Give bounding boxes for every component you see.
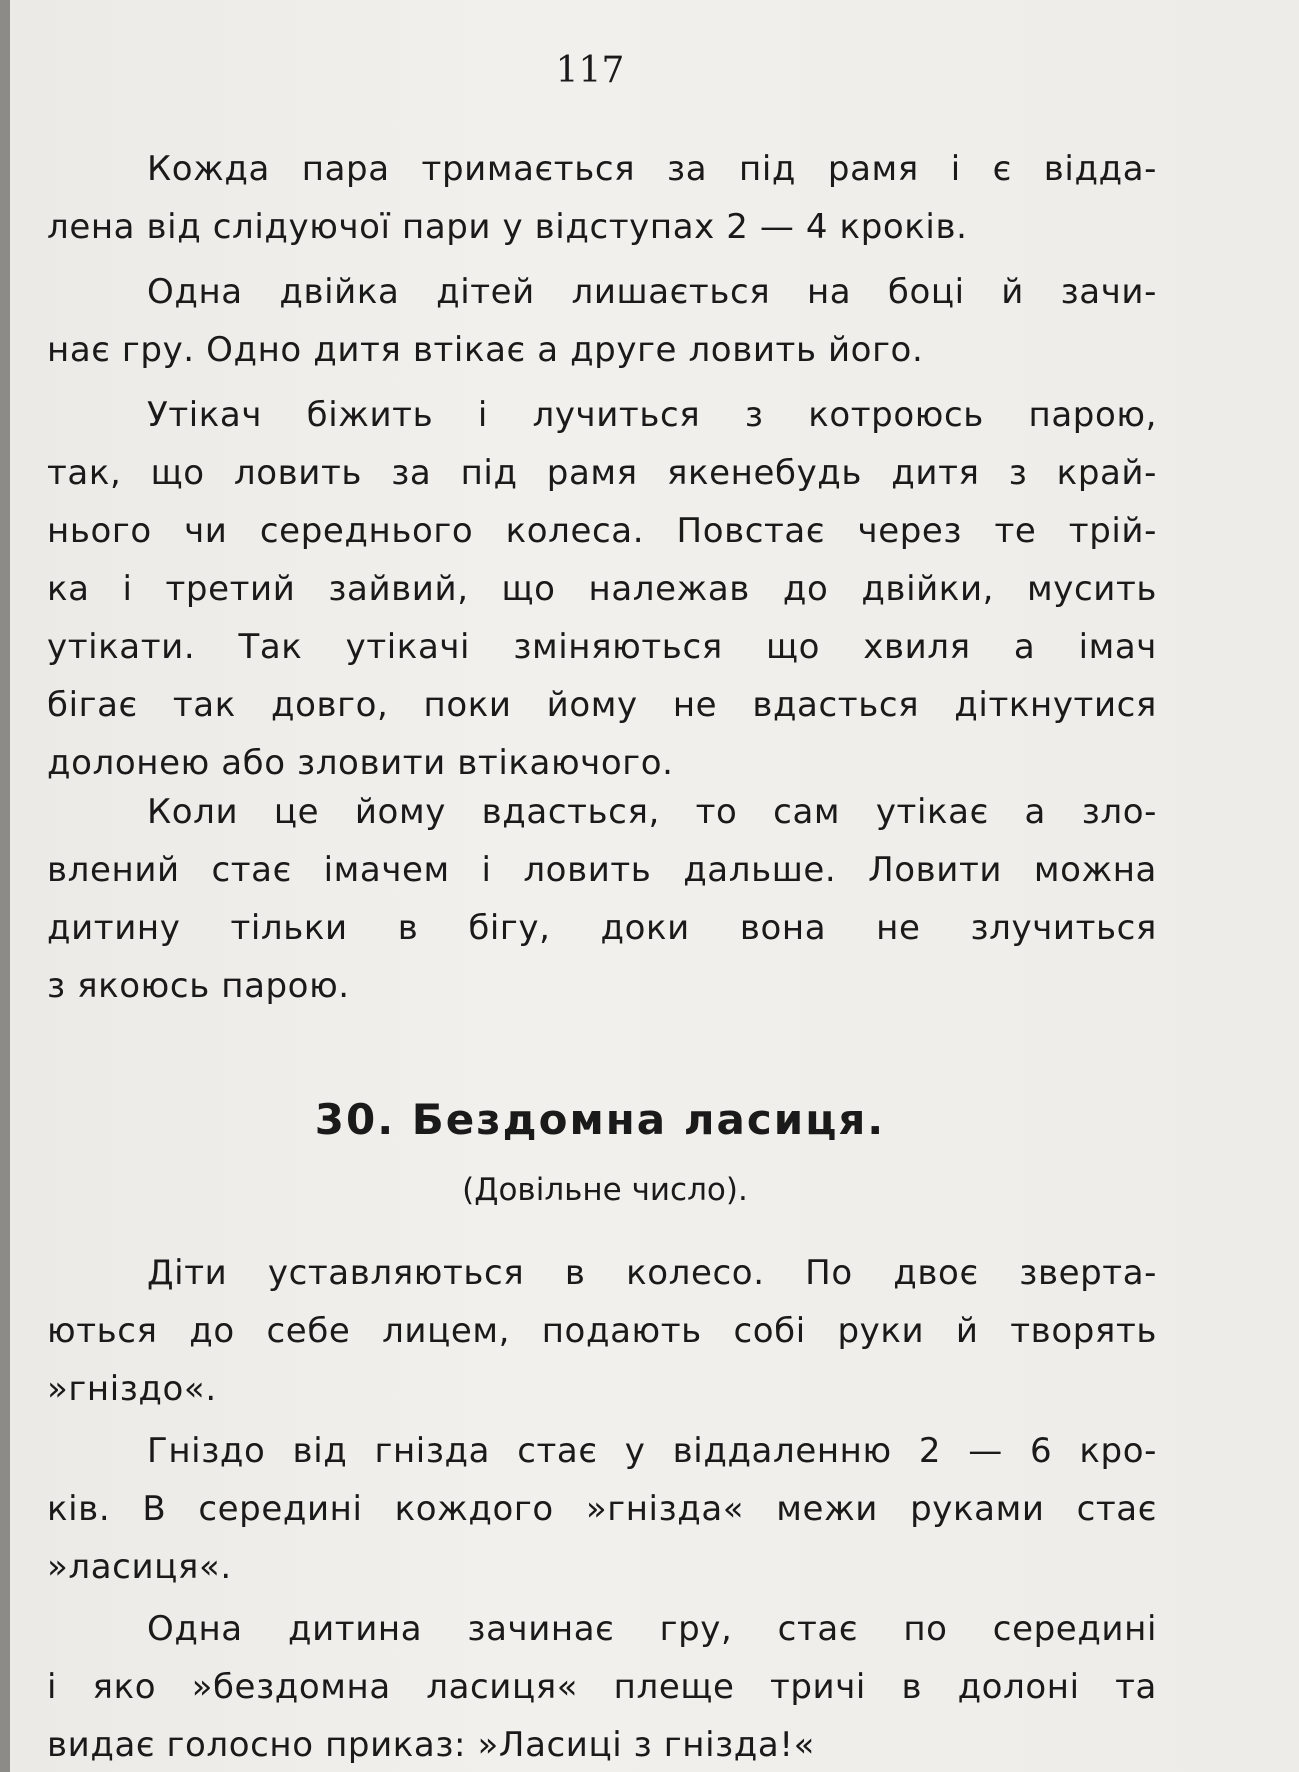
text-line: »гніздо«.: [47, 1369, 217, 1409]
text-line: Коли це йому вдасться, то сам утікає а зло-: [147, 792, 1157, 832]
text-line: Кожда пара тримається за під рамя і є відда-: [147, 149, 1157, 189]
text-line: утікати. Так утікачі зміняються що хвиля а імач: [47, 627, 1157, 667]
text-line: ків. В середині кождого »гнізда« межи руками стає: [47, 1489, 1157, 1529]
text-line: ються до себе лицем, подають собі руки й творять: [47, 1311, 1157, 1351]
text-line: нього чи середнього колеса. Повстає через те трій-: [47, 511, 1157, 551]
paragraph-5: [47, 1244, 1157, 1418]
text-line: з якоюсь парою.: [47, 966, 350, 1006]
text-line: Одна дитина зачинає гру, стає по середині: [147, 1609, 1157, 1649]
game-title: 30. Бездомна ласиця.: [314, 1095, 886, 1144]
text-line: Утікач біжить і лучиться з котроюсь парою,: [147, 395, 1157, 435]
text-line: ка і третий зайвий, що належав до двійки, мусить: [47, 569, 1157, 609]
paragraph-4: [47, 783, 1157, 1015]
text-line: нає гру. Одно дитя втікає а друге ловить його.: [47, 330, 924, 370]
page-number: 117: [555, 50, 625, 91]
text-line: бігає так довго, поки йому не вдасться діткнутися: [47, 685, 1157, 725]
text-line: лена від слідуючої пари у відступах 2 — 4 кроків.: [47, 207, 968, 247]
text-line: Одна двійка дітей лишається на боці й зачи-: [147, 272, 1157, 312]
text-line: Гніздо від гнізда стає у віддаленню 2 — 6 кро-: [147, 1431, 1157, 1471]
text-line: Діти уставляються в колесо. По двоє зверта-: [147, 1253, 1157, 1293]
game-subtitle: (Довільне число).: [462, 1172, 748, 1208]
paragraph-2: [47, 263, 1157, 379]
text-line: і яко »бездомна ласиця« плеще тричі в долоні та: [47, 1667, 1157, 1707]
text-line: »ласиця«.: [47, 1547, 232, 1587]
text-line: так, що ловить за під рамя якенебудь дитя з край-: [47, 453, 1157, 493]
page-edge-shadow: [0, 0, 10, 1772]
paragraph-7: [47, 1600, 1157, 1772]
paragraph-6: [47, 1422, 1157, 1596]
paragraph-1: [47, 140, 1157, 256]
paragraph-3: [47, 386, 1157, 792]
text-line: дитину тільки в бігу, доки вона не злучиться: [47, 908, 1157, 948]
text-line: долонею або зловити втікаючого.: [47, 743, 674, 783]
text-line: влений стає імачем і ловить дальше. Ловити можна: [47, 850, 1157, 890]
text-line: видає голосно приказ: »Ласиці з гнізда!«: [47, 1725, 815, 1765]
